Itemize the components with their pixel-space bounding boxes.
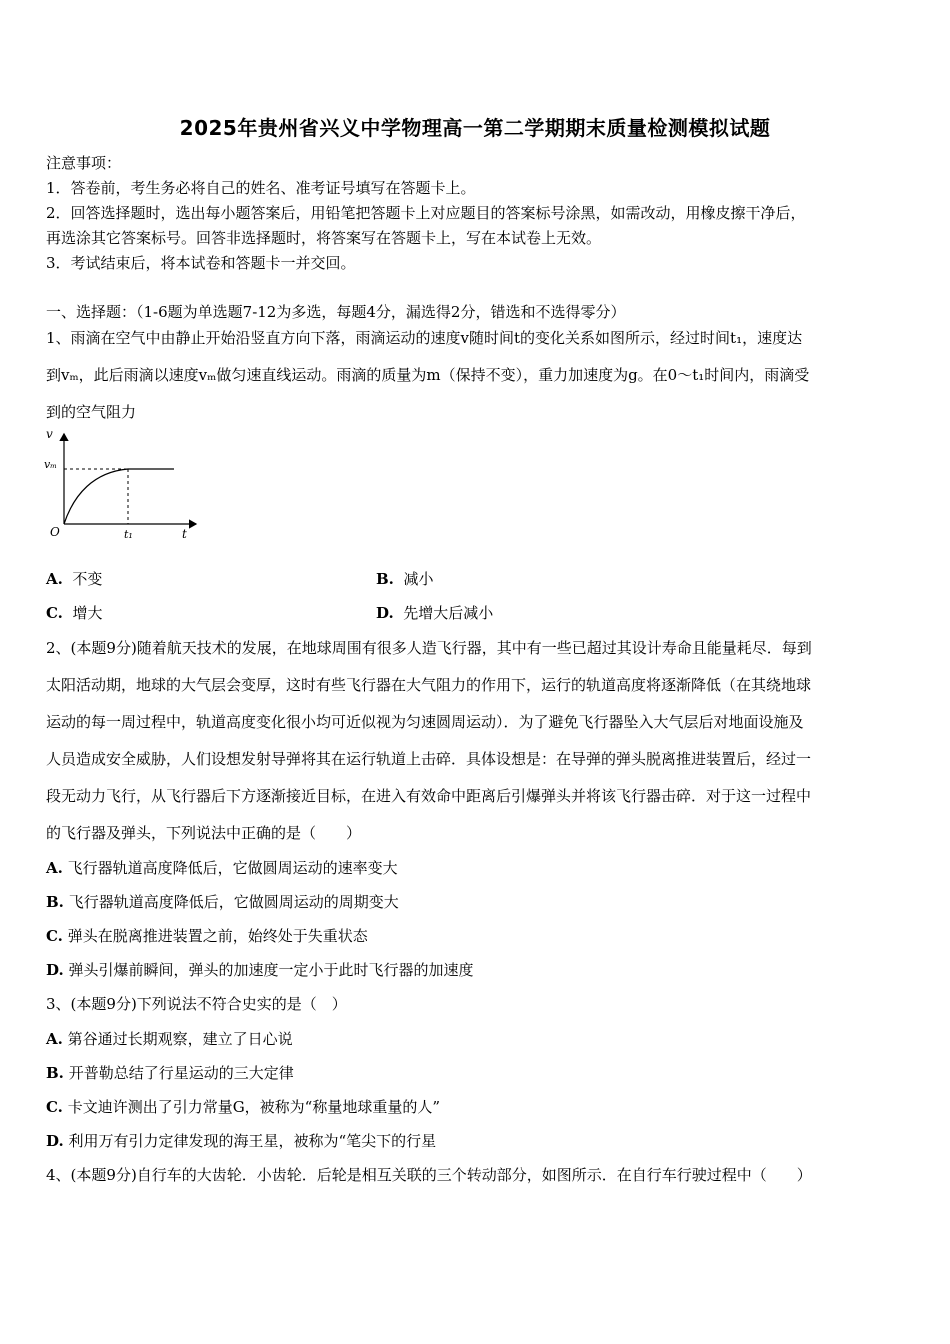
option-text: 弹头引爆前瞬间，弹头的加速度一定小于此时飞行器的加速度 xyxy=(68,961,474,979)
option-label: D. xyxy=(46,1132,64,1150)
t-axis-label: t xyxy=(182,527,187,541)
q2-stem-line: 人员造成安全威胁，人们设想发射导弹将其在运行轨道上击碎．具体设想是：在导弹的弹头脱离推进装置后，经过一 xyxy=(46,750,812,768)
q2-stem-line: 段无动力飞行，从飞行器后下方逐渐接近目标，在进入有效命中距离后引爆弹头并将该飞行器击碎．对于这一过程中 xyxy=(46,787,812,805)
velocity-time-graph xyxy=(42,424,202,546)
q1-option-c[interactable] xyxy=(46,602,102,623)
option-label: B. xyxy=(46,1064,64,1082)
v-axis-label: v xyxy=(46,427,53,441)
notice-item: 再选涂其它答案标号。回答非选择题时，将答案写在答题卡上，写在本试卷上无效。 xyxy=(46,229,602,247)
option-label: C. xyxy=(46,927,63,945)
notice-item: 1．答卷前，考生务必将自己的姓名、准考证号填写在答题卡上。 xyxy=(46,179,476,197)
q1-stem-line: 到vₘ，此后雨滴以速度vₘ做匀速直线运动。雨滴的质量为m（保持不变），重力加速度为g。在0～t₁时间内，雨滴受 xyxy=(46,366,810,384)
option-text: 弹头在脱离推进装置之前，始终处于失重状态 xyxy=(67,927,368,945)
q2-option-c[interactable] xyxy=(46,925,368,946)
notice-item: 2．回答选择题时，选出每小题答案后，用铅笔把答题卡上对应题目的答案标号涂黑，如需改动，用橡皮擦干净后， xyxy=(46,204,806,222)
t1-label: t₁ xyxy=(124,528,133,541)
notice-heading: 注意事项： xyxy=(46,154,122,172)
option-label: A. xyxy=(46,859,63,877)
q2-option-d[interactable] xyxy=(46,959,474,980)
q3-stem: 3、(本题9分)下列说法不符合史实的是（ ） xyxy=(46,995,347,1013)
option-text: 第谷通过长期观察，建立了日心说 xyxy=(67,1030,293,1048)
q4-stem: 4、(本题9分)自行车的大齿轮．小齿轮．后轮是相互关联的三个转动部分，如图所示．在自行车行驶过程中（ ） xyxy=(46,1166,812,1184)
q2-stem-line: 运动的每一周过程中，轨道高度变化很小均可近似视为匀速圆周运动）．为了避免飞行器坠入大气层后对地面设施及 xyxy=(46,713,804,731)
option-label: D. xyxy=(376,604,394,622)
option-text: 不变 xyxy=(72,570,103,588)
option-label: C. xyxy=(46,604,63,622)
option-label: B. xyxy=(46,893,64,911)
q1-option-a[interactable] xyxy=(46,568,102,589)
q3-option-d[interactable] xyxy=(46,1130,436,1151)
option-label: A. xyxy=(46,1030,63,1048)
option-label: D. xyxy=(46,961,64,979)
option-text: 利用万有引力定律发现的海王星，被称为“笔尖下的行星 xyxy=(68,1132,437,1150)
origin-label: O xyxy=(50,525,60,539)
velocity-curve xyxy=(64,469,174,524)
option-label: B. xyxy=(376,570,394,588)
page-title: 2025年贵州省兴义中学物理高一第二学期期末质量检测模拟试题 xyxy=(179,116,771,140)
option-label: C. xyxy=(46,1098,63,1116)
q1-option-d[interactable] xyxy=(376,602,493,623)
q2-stem-line: 太阳活动期，地球的大气层会变厚，这时有些飞行器在大气阻力的作用下，运行的轨道高度将逐渐降低（在其绕地球 xyxy=(46,676,812,694)
option-text: 开普勒总结了行星运动的三大定律 xyxy=(68,1064,294,1082)
option-text: 增大 xyxy=(72,604,103,622)
q1-stem-line: 到的空气阻力 xyxy=(46,403,137,421)
q2-option-a[interactable] xyxy=(46,857,398,878)
q2-stem-line: 的飞行器及弹头，下列说法中正确的是（ ） xyxy=(46,824,362,842)
option-text: 飞行器轨道高度降低后，它做圆周运动的周期变大 xyxy=(68,893,399,911)
q1-stem-line: 1、雨滴在空气中由静止开始沿竖直方向下落，雨滴运动的速度v随时间t的变化关系如图所示，经过时间t₁，速度达 xyxy=(46,329,803,347)
q2-stem-line: 2、(本题9分)随着航天技术的发展，在地球周围有很多人造飞行器，其中有一些已超过其设计寿命且能量耗尽．每到 xyxy=(46,639,812,657)
option-label: A. xyxy=(46,570,63,588)
notice-item: 3．考试结束后，将本试卷和答题卡一并交回。 xyxy=(46,254,356,272)
option-text: 飞行器轨道高度降低后，它做圆周运动的速率变大 xyxy=(67,859,398,877)
q3-option-b[interactable] xyxy=(46,1062,294,1083)
q3-option-c[interactable] xyxy=(46,1096,440,1117)
q1-option-b[interactable] xyxy=(376,568,433,589)
q2-option-b[interactable] xyxy=(46,891,399,912)
vm-label: vₘ xyxy=(44,458,57,471)
section-heading: 一、选择题：（1-6题为单选题7-12为多选，每题4分，漏选得2分，错选和不选得零分） xyxy=(46,303,626,321)
option-text: 卡文迪许测出了引力常量G，被称为“称量地球重量的人” xyxy=(67,1098,441,1116)
q3-option-a[interactable] xyxy=(46,1028,293,1049)
option-text: 先增大后减小 xyxy=(403,604,494,622)
option-text: 减小 xyxy=(403,570,434,588)
